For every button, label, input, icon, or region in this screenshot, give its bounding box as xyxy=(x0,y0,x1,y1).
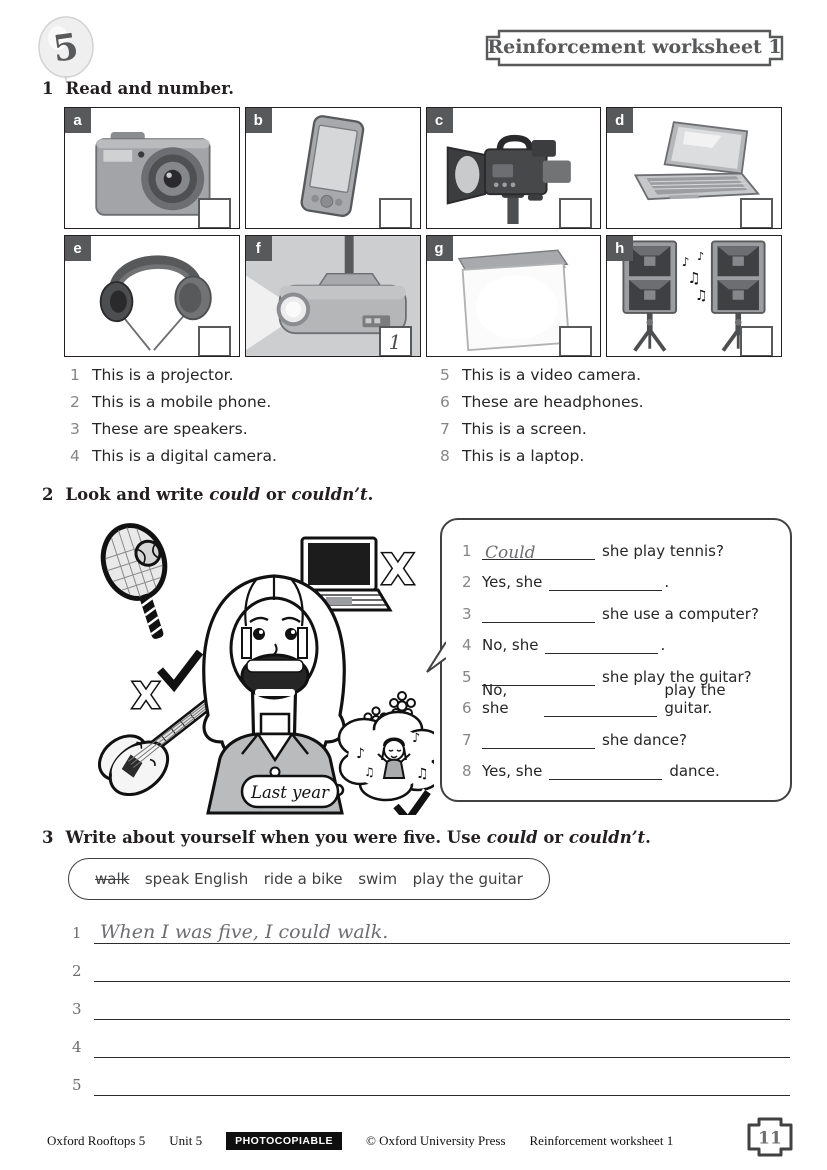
sentence-number: 3 xyxy=(70,420,80,438)
exercise3-heading xyxy=(42,828,651,847)
bubble-line-text: . xyxy=(660,636,666,654)
unit-number: 5 xyxy=(50,25,82,71)
cross-icon: X xyxy=(381,545,415,594)
answer-box-f[interactable] xyxy=(379,326,412,357)
writing-line-2[interactable] xyxy=(66,944,790,982)
last-year-label: Last year xyxy=(251,783,329,802)
sentence-number: 6 xyxy=(440,393,450,411)
music-note-icon: ♫ xyxy=(416,766,429,782)
exercise1-instruction: Read and number. xyxy=(65,79,235,98)
sentence-row xyxy=(70,366,234,384)
bubble-line-number: 6 xyxy=(462,699,472,717)
footer xyxy=(47,1130,673,1152)
exercise1-number: 1 xyxy=(42,79,54,98)
grid-cell-d xyxy=(606,107,782,229)
word-bank-item: play the guitar xyxy=(412,870,523,888)
sentence-text: This is a screen. xyxy=(462,420,587,438)
footer-series: Oxford Rooftops 5 xyxy=(47,1133,146,1148)
bubble-line-text: she dance? xyxy=(602,730,687,749)
cell-letter: e xyxy=(64,235,91,261)
cell-letter: h xyxy=(606,235,633,261)
footer-worksheet: Reinforcement worksheet 1 xyxy=(529,1133,674,1148)
sentence-text: These are headphones. xyxy=(462,393,644,411)
answer-box-e[interactable] xyxy=(198,326,231,357)
handwritten-answer: Could xyxy=(485,542,536,563)
answer-blank[interactable] xyxy=(544,700,657,717)
sentence-row xyxy=(70,447,277,465)
writing-line-3[interactable] xyxy=(66,982,790,1020)
bubble-line-number: 8 xyxy=(462,762,472,780)
bubble-line-text: she use a computer? xyxy=(602,604,759,623)
speech-bubble xyxy=(440,518,792,802)
sentence-row xyxy=(440,420,587,438)
bubble-line-number: 3 xyxy=(462,604,472,623)
word-bank-item: walk xyxy=(95,870,130,888)
cell-letter: a xyxy=(64,107,91,133)
line-number: 1 xyxy=(72,924,82,942)
sentence-text: This is a laptop. xyxy=(462,447,585,465)
bubble-line-text: she play tennis? xyxy=(602,541,724,560)
bubble-line-number: 5 xyxy=(462,667,472,686)
answer-blank[interactable] xyxy=(482,732,595,749)
bubble-line xyxy=(462,755,776,787)
music-note-icon: ♪ xyxy=(412,731,421,746)
sentence-row xyxy=(440,447,584,465)
answer-box-g[interactable] xyxy=(559,326,592,357)
exercise2-heading xyxy=(42,485,373,504)
music-note-icon: ♫ xyxy=(695,287,708,304)
word-bank-item: swim xyxy=(358,870,398,888)
cell-letter: c xyxy=(426,107,453,133)
word-bank-item: ride a bike xyxy=(263,870,343,888)
sentence-row xyxy=(70,420,248,438)
bubble-line xyxy=(462,597,776,629)
line-number: 3 xyxy=(72,1000,82,1018)
sentence-row xyxy=(440,393,644,411)
item-grid xyxy=(64,107,782,357)
sentence-row xyxy=(440,366,641,384)
word-bank xyxy=(68,858,550,900)
answer-blank[interactable] xyxy=(549,574,662,591)
worksheet-title-box xyxy=(483,28,786,68)
sentence-number: 8 xyxy=(440,447,450,465)
footer-copyright: © Oxford University Press xyxy=(366,1133,506,1148)
sentence-number: 7 xyxy=(440,420,450,438)
page-title: Reinforcement worksheet 1 xyxy=(487,36,782,58)
sentence-text: This is a mobile phone. xyxy=(92,393,272,411)
writing-line-5[interactable] xyxy=(66,1058,790,1096)
line-number: 4 xyxy=(72,1038,82,1056)
grid-cell-e xyxy=(64,235,240,357)
grid-cell-h xyxy=(606,235,782,357)
rule-line xyxy=(94,1095,790,1096)
sentence-number: 4 xyxy=(70,447,80,465)
tennis-racket-icon xyxy=(94,518,187,648)
unit-number-balloon xyxy=(34,16,98,88)
sentence-text: This is a digital camera. xyxy=(92,447,277,465)
answer-box-a[interactable] xyxy=(198,198,231,229)
sentence-text: These are speakers. xyxy=(92,420,248,438)
check-icon xyxy=(160,652,200,686)
answer-blank[interactable] xyxy=(482,606,595,623)
bubble-line-text: No, she xyxy=(482,681,509,717)
grid-cell-b xyxy=(245,107,421,229)
answer-blank[interactable] xyxy=(545,637,658,654)
bubble-line-text: dance. xyxy=(669,762,720,780)
bubble-line-text: play the guitar. xyxy=(664,681,726,717)
handwritten-answer: When I was five, I could walk. xyxy=(100,921,389,943)
cell-letter: b xyxy=(245,107,272,133)
bubble-line-number: 2 xyxy=(462,573,472,591)
answer-blank[interactable] xyxy=(482,542,595,563)
bubble-line-number: 1 xyxy=(462,541,472,560)
answer-box-b[interactable] xyxy=(379,198,412,229)
line-number: 2 xyxy=(72,962,82,980)
bubble-line xyxy=(462,681,776,724)
bubble-line xyxy=(462,629,776,661)
sentence-text: This is a projector. xyxy=(92,366,234,384)
answer-blank[interactable] xyxy=(549,763,662,780)
answer-box-c[interactable] xyxy=(559,198,592,229)
writing-line-4[interactable] xyxy=(66,1020,790,1058)
cross-icon: X xyxy=(132,676,160,717)
sentence-row xyxy=(70,393,271,411)
bubble-line-text: she play the guitar? xyxy=(602,667,752,686)
exercise3-instruction: Write about yourself when you were five. Use could or couldn’t. xyxy=(65,828,651,847)
bubble-line xyxy=(462,723,776,755)
page-number-badge xyxy=(746,1116,794,1158)
sentence-number: 2 xyxy=(70,393,80,411)
grid-cell-c xyxy=(426,107,602,229)
bubble-line xyxy=(462,534,776,566)
exercise1-heading xyxy=(42,79,234,98)
grid-cell-f xyxy=(245,235,421,357)
page-number: 11 xyxy=(758,1128,782,1149)
speech-bubble-tail xyxy=(426,640,446,676)
footer-unit: Unit 5 xyxy=(169,1133,203,1148)
bubble-line-text: . xyxy=(664,573,670,591)
bubble-line xyxy=(462,566,776,598)
cell-letter: g xyxy=(426,235,453,261)
exercise3-number: 3 xyxy=(42,828,54,847)
grid-cell-g xyxy=(426,235,602,357)
bubble-line-text: No, she xyxy=(482,636,539,654)
answer-box-d[interactable] xyxy=(740,198,773,229)
exercise2-number: 2 xyxy=(42,485,54,504)
line-number: 5 xyxy=(72,1076,82,1094)
cell-letter: f xyxy=(245,235,272,261)
bubble-line-text: Yes, she xyxy=(482,573,543,591)
exercise2-illustration xyxy=(46,510,434,815)
exercise2-instruction: Look and write could or couldn’t. xyxy=(65,485,374,504)
sentence-number: 5 xyxy=(440,366,450,384)
word-bank-item: speak English xyxy=(144,870,249,888)
grid-cell-a xyxy=(64,107,240,229)
sentence-text: This is a video camera. xyxy=(462,366,642,384)
music-note-icon: ♪ xyxy=(681,254,690,269)
music-note-icon: ♫ xyxy=(364,765,375,779)
sentence-number: 1 xyxy=(70,366,80,384)
bubble-line-text: Yes, she xyxy=(482,762,543,780)
writing-line-1[interactable] xyxy=(66,906,790,944)
photocopiable-badge: PHOTOCOPIABLE xyxy=(226,1132,342,1150)
music-note-icon: ♫ xyxy=(687,268,702,287)
bubble-line-number: 4 xyxy=(462,636,472,654)
answer-box-h[interactable] xyxy=(740,326,773,357)
bubble-line-number: 7 xyxy=(462,730,472,749)
music-note-icon: ♪ xyxy=(696,250,705,264)
music-note-icon: ♪ xyxy=(356,746,365,762)
cell-letter: d xyxy=(606,107,633,133)
handwritten-answer: 1 xyxy=(388,329,402,354)
